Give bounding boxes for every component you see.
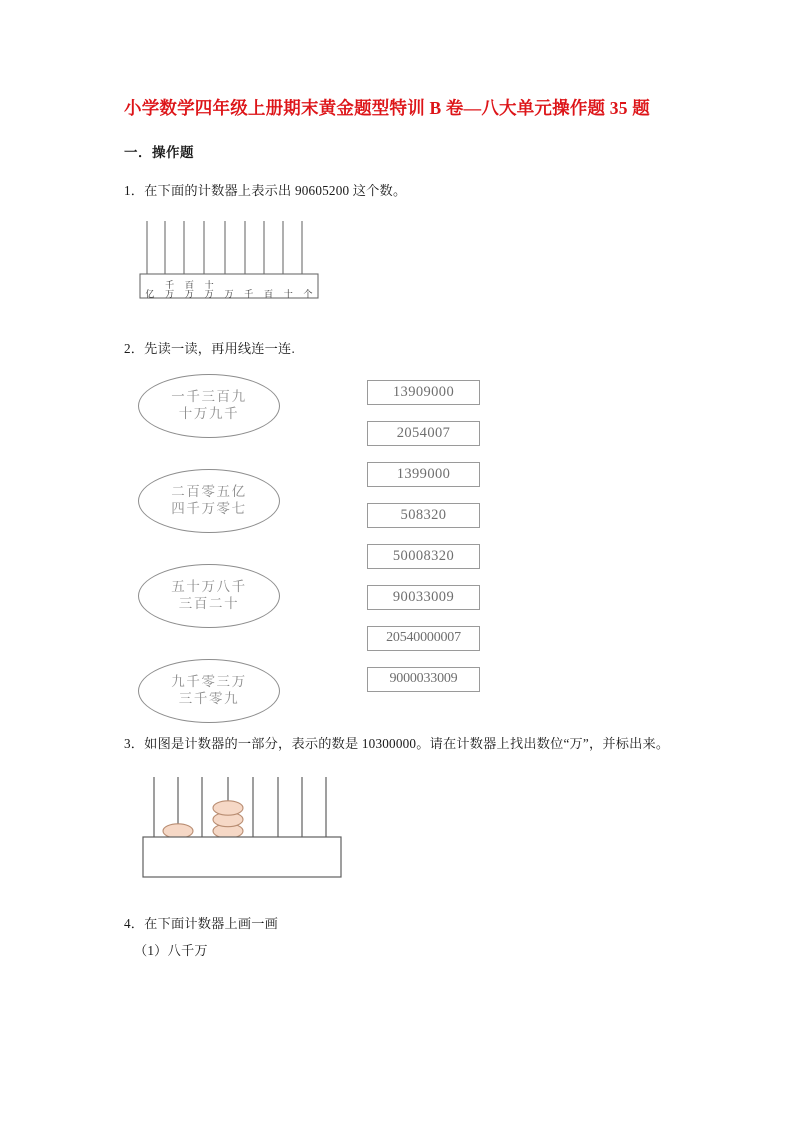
question-3-figure — [140, 773, 684, 888]
matching-oval[interactable] — [138, 469, 280, 533]
matching-ovals-column — [138, 374, 280, 754]
number-box[interactable]: 90033009 — [367, 585, 480, 610]
abacus-base — [143, 837, 341, 877]
question-4-subitem-1: （1）八千万 — [134, 942, 208, 958]
page-content — [124, 96, 684, 964]
oval-line-1: 五十万八千 — [171, 579, 247, 595]
oval-line-1: 二百零五亿 — [171, 484, 247, 500]
matching-oval[interactable] — [138, 659, 280, 723]
matching-oval[interactable] — [138, 564, 280, 628]
counter-label-qianwan: 千 万 — [165, 279, 175, 299]
counter-label-wan: 万 — [224, 288, 234, 299]
number-box[interactable]: 50008320 — [367, 544, 480, 569]
oval-line-1: 九千零三万 — [171, 674, 247, 690]
oval-line-2: 三百二十 — [178, 595, 240, 611]
counter-label-shiwan: 十 万 — [204, 279, 214, 299]
abacus-bead-group-rod4 — [213, 800, 243, 837]
oval-line-2: 十万九千 — [178, 405, 240, 421]
counter-label-bai: 百 — [263, 288, 273, 299]
abacus-bead-group-rod2 — [163, 823, 193, 837]
question-3-text: 3．如图是计数器的一部分，表示的数是 10300000。请在计数器上找出数位“万”，并标出来。 — [124, 735, 670, 751]
question-2 — [124, 335, 684, 714]
oval-line-2: 四千万零七 — [171, 500, 247, 516]
oval-line-1: 一千三百九 — [171, 389, 247, 405]
abacus-bead — [213, 800, 243, 814]
question-1 — [124, 177, 684, 305]
counter-label-yi: 亿 — [145, 288, 155, 299]
counter-label-qian: 千 — [244, 288, 254, 299]
question-1-figure — [138, 218, 684, 305]
question-2-text: 2．先读一读，再用线连一连. — [124, 340, 295, 356]
question-4 — [124, 910, 684, 964]
number-box[interactable]: 508320 — [367, 503, 480, 528]
oval-line-2: 三千零九 — [178, 690, 240, 706]
number-box[interactable]: 20540000007 — [367, 626, 480, 651]
number-box[interactable]: 1399000 — [367, 462, 480, 487]
question-1-text: 1．在下面的计数器上表示出 90605200 这个数。 — [124, 182, 407, 198]
counter-label-ge: 个 — [303, 288, 313, 299]
question-4-text: 4．在下面计数器上画一画 — [124, 915, 279, 931]
number-box[interactable]: 9000033009 — [367, 667, 480, 692]
page-title: 小学数学四年级上册期末黄金题型特训 B 卷—八大单元操作题 35 题 — [124, 98, 650, 118]
number-box[interactable]: 2054007 — [367, 421, 480, 446]
counter-label-shi: 十 — [283, 288, 293, 299]
counter-rods — [147, 221, 302, 274]
section-heading: 一．操作题 — [124, 144, 194, 160]
matching-oval[interactable] — [138, 374, 280, 438]
matching-numbers-column — [367, 380, 480, 708]
counter-label-baiwan: 百 万 — [184, 279, 194, 299]
question-2-figure — [124, 374, 684, 714]
number-box[interactable]: 13909000 — [367, 380, 480, 405]
abacus-bead — [163, 823, 193, 837]
abacus-svg — [140, 773, 350, 883]
